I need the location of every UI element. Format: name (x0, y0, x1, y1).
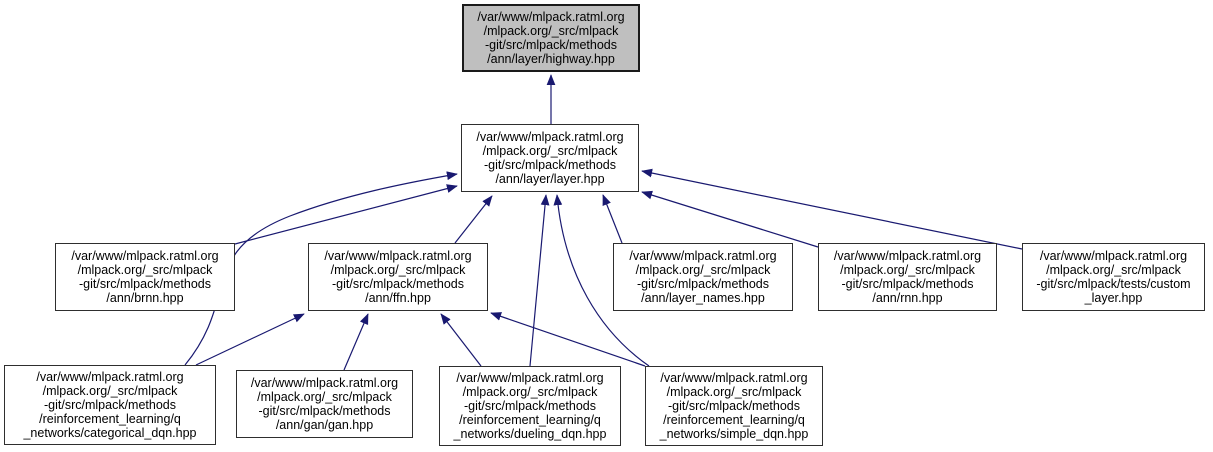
node-path-line: /mlpack.org/_src/mlpack (462, 385, 598, 399)
node-path-line: /ann/ffn.hpp (365, 291, 431, 305)
node-path-line: /reinforcement_learning/q (39, 412, 181, 426)
node-path-line: _layer.hpp (1084, 291, 1143, 305)
node-path-line: /var/www/mlpack.ratml.org (833, 249, 982, 263)
node-path-line: -git/src/mlpack/methods (485, 38, 617, 52)
node-ffn-hpp[interactable] (308, 243, 488, 311)
node-path-line: _networks/simple_dqn.hpp (659, 427, 809, 441)
node-path-line: -git/src/mlpack/methods (484, 158, 616, 172)
node-path-line: /ann/gan/gan.hpp (275, 418, 374, 432)
node-dueling-dqn-hpp[interactable] (439, 366, 621, 446)
node-path-line: /mlpack.org/_src/mlpack (1046, 263, 1181, 277)
node-path-line: /ann/brnn.hpp (106, 291, 184, 305)
node-path-line: /ann/layer_names.hpp (641, 291, 765, 305)
node-path-line: /mlpack.org/_src/mlpack (666, 385, 802, 399)
node-path-line: /ann/layer/layer.hpp (495, 172, 605, 186)
node-path-line: /var/www/mlpack.ratml.org (36, 370, 184, 384)
node-custom-layer-hpp[interactable] (1022, 243, 1205, 311)
node-path-line: /mlpack.org/_src/mlpack (635, 263, 771, 277)
node-gan-hpp[interactable] (236, 370, 413, 438)
node-path-line: /mlpack.org/_src/mlpack (840, 263, 975, 277)
node-highway-hpp (462, 4, 640, 72)
node-path-line: /var/www/mlpack.ratml.org (250, 376, 399, 390)
edge-rnn-to-layer (642, 192, 818, 247)
node-path-line: /mlpack.org/_src/mlpack (482, 144, 618, 158)
node-path-line: -git/src/mlpack/methods (841, 277, 974, 291)
node-path-line: /var/www/mlpack.ratml.org (476, 130, 624, 144)
node-path-line: -git/src/mlpack/methods (44, 398, 176, 412)
node-path-line: -git/src/mlpack/methods (258, 404, 391, 418)
edge-layer-names-to-layer (603, 195, 622, 243)
node-path-line: /mlpack.org/_src/mlpack (42, 384, 178, 398)
edge-gan-to-ffn (344, 314, 368, 370)
node-path-line: /var/www/mlpack.ratml.org (71, 249, 219, 263)
node-path-line: /var/www/mlpack.ratml.org (1039, 249, 1188, 263)
node-path-line: -git/src/mlpack/methods (637, 277, 769, 291)
node-path-line: /reinforcement_learning/q (459, 413, 601, 427)
edge-dueling-dqn-to-ffn (441, 314, 481, 366)
edge-ffn-to-layer (455, 196, 492, 243)
node-path-line: -git/src/mlpack/tests/custom (1036, 277, 1191, 291)
node-path-line: _networks/categorical_dqn.hpp (23, 426, 197, 440)
edge-categorical-dqn-to-ffn (196, 314, 304, 365)
node-layer-names-hpp[interactable] (613, 243, 793, 311)
node-path-line: -git/src/mlpack/methods (79, 277, 211, 291)
node-categorical-dqn-hpp[interactable] (4, 365, 216, 445)
node-path-line: /ann/layer/highway.hpp (487, 52, 615, 66)
node-path-line: -git/src/mlpack/methods (668, 399, 800, 413)
edge-brnn-to-layer (235, 186, 457, 244)
node-path-line: /var/www/mlpack.ratml.org (660, 371, 808, 385)
node-rnn-hpp[interactable] (818, 243, 997, 311)
node-path-line: /mlpack.org/_src/mlpack (330, 263, 466, 277)
node-simple-dqn-hpp[interactable] (645, 366, 823, 446)
node-path-line: /mlpack.org/_src/mlpack (483, 24, 619, 38)
node-path-line: /reinforcement_learning/q (663, 413, 805, 427)
node-path-line: /var/www/mlpack.ratml.org (456, 371, 604, 385)
node-path-line: /mlpack.org/_src/mlpack (257, 390, 392, 404)
node-path-line: -git/src/mlpack/methods (332, 277, 464, 291)
node-path-line: /ann/rnn.hpp (872, 291, 943, 305)
node-path-line: /var/www/mlpack.ratml.org (629, 249, 777, 263)
node-layer-hpp[interactable] (461, 124, 639, 192)
node-path-line: /var/www/mlpack.ratml.org (477, 10, 625, 24)
node-path-line: /mlpack.org/_src/mlpack (77, 263, 213, 277)
edge-dueling-dqn-to-layer (530, 195, 546, 366)
edge-simple-dqn-to-ffn (491, 313, 645, 366)
node-path-line: -git/src/mlpack/methods (464, 399, 596, 413)
node-path-line: _networks/dueling_dqn.hpp (453, 427, 607, 441)
node-path-line: /var/www/mlpack.ratml.org (324, 249, 472, 263)
node-brnn-hpp[interactable] (55, 243, 235, 311)
